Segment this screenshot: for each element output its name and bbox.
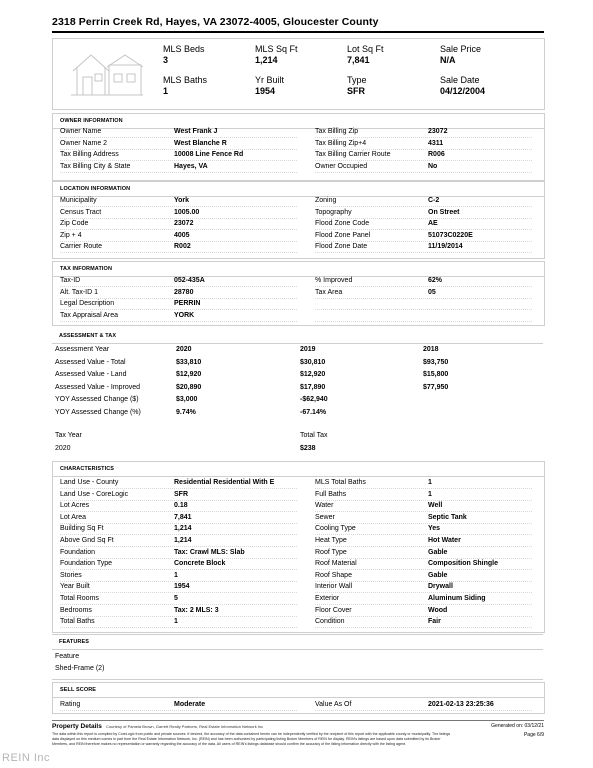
- summary-item: [440, 44, 481, 66]
- row-divider: [315, 510, 532, 512]
- field-label: Tax Billing Carrier Route: [315, 151, 391, 158]
- section-owner: [52, 113, 545, 181]
- field-value: York: [174, 197, 190, 204]
- field-value: 62%: [428, 277, 443, 284]
- summary-label: Type: [347, 75, 367, 85]
- summary-item: [347, 75, 367, 97]
- section-sell_score: [52, 682, 545, 714]
- field-value: 11/19/2014: [428, 243, 463, 250]
- field-value: 51073C0220E: [428, 231, 473, 239]
- summary-value: SFR: [347, 86, 365, 96]
- field-label: Owner Name: [60, 128, 102, 135]
- field-label: Lot Acres: [60, 502, 90, 510]
- summary-value: 1954: [255, 86, 276, 96]
- field-value: On Street: [428, 208, 460, 216]
- field-value: Gable: [428, 571, 448, 579]
- field-label: Tax Area: [315, 288, 343, 296]
- summary-value: 04/12/2004: [440, 86, 486, 96]
- field-label: Carrier Route: [60, 243, 103, 250]
- field-label: Water: [315, 502, 334, 510]
- field-value: $33,810: [176, 358, 202, 366]
- field-label: Tax-ID: [60, 277, 81, 284]
- field-label: Sewer: [315, 513, 335, 521]
- summary-label: MLS Beds: [163, 44, 205, 54]
- section-divider: [52, 649, 543, 650]
- field-label: Condition: [315, 618, 345, 626]
- field-value: West Blanche R: [174, 139, 227, 147]
- tax-year-value: 2020: [55, 445, 71, 452]
- field-value: 1954: [174, 583, 190, 591]
- field-value: 05: [428, 288, 436, 296]
- field-value: 1005.00: [174, 208, 200, 216]
- field-value: 9.74%: [176, 408, 196, 416]
- field-value: 4311: [428, 139, 444, 147]
- field-value: Hot Water: [428, 537, 461, 544]
- summary-item: [255, 44, 298, 66]
- field-value: Moderate: [174, 701, 206, 708]
- field-value: C-2: [428, 197, 440, 204]
- field-label: Roof Material: [315, 560, 357, 568]
- field-label: Assessed Value - Improved: [55, 383, 141, 391]
- field-value: PERRIN: [174, 300, 201, 307]
- footer-credit: Courtesy of Pamela Brown, Garrett Realty Partners, Real Estate Information Network Inc: [106, 724, 264, 729]
- field-label: Foundation: [60, 548, 96, 556]
- section-characteristics: [52, 461, 545, 633]
- section-heading: SELL SCORE: [60, 687, 97, 693]
- field-label: Municipality: [60, 197, 97, 204]
- field-value: 1: [174, 571, 178, 579]
- field-value: Drywall: [428, 583, 453, 591]
- field-value: 052-435A: [174, 277, 205, 284]
- field-label: Foundation Type: [60, 560, 113, 568]
- total-tax-label: Total Tax: [300, 432, 328, 439]
- field-label: % Improved: [315, 277, 353, 284]
- section-divider: [53, 697, 544, 698]
- field-value: Hayes, VA: [174, 162, 208, 170]
- field-label: Exterior: [315, 595, 340, 602]
- field-value: -$62,940: [300, 396, 328, 403]
- field-label: Zoning: [315, 197, 337, 204]
- section-assessment: [52, 329, 543, 457]
- field-label: Assessment Year: [55, 346, 110, 353]
- field-label: Above Gnd Sq Ft: [60, 537, 114, 544]
- row-divider: [315, 615, 532, 617]
- field-value: 10008 Line Fence Rd: [174, 151, 244, 158]
- field-value: $3,000: [176, 396, 198, 403]
- field-value: $30,810: [300, 358, 326, 366]
- row-divider: [315, 709, 532, 711]
- field-value: $12,920: [300, 371, 326, 378]
- summary-value: 1,214: [255, 55, 278, 65]
- field-label: MLS Total Baths: [315, 479, 366, 486]
- field-value: 1: [428, 479, 432, 486]
- page-title: 2318 Perrin Creek Rd, Hayes, VA 23072-4005, Gloucester County: [52, 16, 379, 28]
- field-label: Roof Shape: [315, 571, 352, 579]
- field-label: Year Built: [60, 583, 90, 591]
- summary-item: [440, 75, 485, 97]
- row-divider: [315, 171, 532, 173]
- page-number: Page 6/9: [523, 732, 544, 738]
- row-divider: [315, 308, 532, 310]
- field-value: AE: [428, 220, 438, 227]
- field-value: 1: [428, 490, 432, 498]
- field-value: 7,841: [174, 513, 192, 521]
- section-heading: TAX INFORMATION: [60, 266, 113, 272]
- section-divider: [53, 196, 544, 197]
- field-label: Tax Appraisal Area: [60, 311, 118, 319]
- summary-label: Yr Built: [255, 75, 285, 85]
- summary-item: [255, 75, 284, 97]
- field-label: Stories: [60, 571, 82, 579]
- field-label: Assessed Value - Total: [55, 358, 126, 366]
- field-value: Fair: [428, 618, 441, 626]
- footer-divider: [52, 720, 544, 721]
- field-value: $17,890: [300, 383, 326, 391]
- title-divider: [52, 31, 544, 33]
- field-value: 2019: [300, 346, 316, 353]
- field-value: 23072: [174, 220, 194, 227]
- feature-item: Shed-Frame (2): [55, 665, 105, 672]
- field-value: R006: [428, 151, 445, 158]
- row-divider: [315, 499, 532, 501]
- field-label: Floor Cover: [315, 606, 352, 614]
- field-value: 2018: [423, 346, 439, 353]
- summary-value: 1: [163, 86, 169, 96]
- feature-item: Feature: [55, 653, 80, 660]
- field-value: $77,950: [423, 383, 449, 391]
- field-label: Zip + 4: [60, 231, 82, 239]
- field-label: Alt. Tax-ID 1: [60, 288, 98, 296]
- field-value: R002: [174, 243, 191, 250]
- field-value: No: [428, 162, 438, 170]
- field-label: Total Rooms: [60, 595, 99, 602]
- section-heading: ASSESSMENT & TAX: [59, 333, 117, 339]
- summary-value: N/A: [440, 55, 456, 65]
- field-value: Tax: Crawl MLS: Slab: [174, 548, 245, 556]
- section-features: [52, 634, 543, 680]
- field-value: Septic Tank: [428, 513, 467, 521]
- field-value: SFR: [174, 490, 188, 498]
- field-label: Land Use - CoreLogic: [60, 490, 129, 498]
- field-value: $93,750: [423, 358, 449, 366]
- field-label: Rating: [60, 701, 81, 708]
- field-label: Total Baths: [60, 618, 95, 626]
- section-divider: [53, 276, 544, 277]
- summary-label: Sale Date: [440, 75, 480, 85]
- section-heading: FEATURES: [59, 639, 90, 645]
- field-value: Wood: [428, 606, 448, 614]
- row-divider: [315, 251, 532, 253]
- section-divider: [52, 343, 543, 344]
- summary-label: MLS Baths: [163, 75, 208, 85]
- field-label: Flood Zone Date: [315, 243, 368, 250]
- row-divider: [60, 171, 297, 173]
- field-value: Tax: 2 MLS: 3: [174, 606, 219, 614]
- field-label: Topography: [315, 208, 352, 216]
- field-label: Bedrooms: [60, 606, 92, 614]
- field-label: Owner Name 2: [60, 139, 108, 147]
- field-label: Census Tract: [60, 208, 102, 216]
- field-value: 28780: [174, 288, 194, 296]
- field-value: Concrete Block: [174, 560, 226, 568]
- field-label: Building Sq Ft: [60, 525, 104, 533]
- row-divider: [315, 533, 532, 535]
- section-divider: [53, 128, 544, 129]
- section-heading: OWNER INFORMATION: [60, 118, 123, 124]
- row-divider: [315, 297, 532, 299]
- field-value: $20,890: [176, 383, 202, 391]
- summary-label: MLS Sq Ft: [255, 44, 298, 54]
- field-value: West Frank J: [174, 128, 218, 135]
- field-label: YOY Assessed Change ($): [55, 396, 139, 403]
- field-label: Tax Billing Zip+4: [315, 139, 367, 147]
- field-value: Aluminum Siding: [428, 595, 486, 602]
- row-divider: [60, 251, 297, 253]
- field-value: 1,214: [174, 537, 192, 544]
- field-value: $12,920: [176, 371, 202, 378]
- field-value: 4005: [174, 231, 190, 239]
- section-tax: [52, 261, 545, 326]
- field-label: Interior Wall: [315, 583, 353, 591]
- field-label: Heat Type: [315, 537, 347, 544]
- field-label: Full Baths: [315, 490, 347, 498]
- field-value: 5: [174, 595, 178, 602]
- field-value: $15,800: [423, 371, 449, 378]
- row-divider: [60, 709, 297, 711]
- field-label: Flood Zone Code: [315, 220, 370, 227]
- summary-value: 7,841: [347, 55, 370, 65]
- row-divider: [60, 568, 297, 570]
- field-label: Tax Billing City & State: [60, 162, 131, 170]
- field-value: Yes: [428, 525, 441, 533]
- row-divider: [60, 615, 297, 617]
- watermark: REIN Inc: [2, 752, 51, 764]
- field-value: 0.18: [174, 502, 188, 510]
- section-location: [52, 181, 545, 259]
- summary-item: [163, 44, 205, 66]
- summary-item: [163, 75, 207, 97]
- field-label: Zip Code: [60, 220, 89, 227]
- house-sketch-icon: [69, 49, 145, 99]
- row-divider: [60, 320, 297, 322]
- footer-title: Property Details: [52, 723, 102, 730]
- tax-year-label: Tax Year: [55, 432, 82, 439]
- field-label: Cooling Type: [315, 525, 356, 533]
- row-divider: [315, 626, 532, 628]
- section-heading: LOCATION INFORMATION: [60, 186, 131, 192]
- field-label: Lot Area: [60, 513, 87, 521]
- total-tax-value: $238: [300, 445, 316, 452]
- section-heading: CHARACTERISTICS: [60, 466, 115, 472]
- field-label: Flood Zone Panel: [315, 231, 371, 239]
- row-divider: [60, 626, 297, 628]
- field-label: Tax Billing Zip: [315, 128, 359, 135]
- field-value: Composition Shingle: [428, 560, 498, 568]
- generated-date: Generated on: 03/12/21: [491, 723, 544, 729]
- field-label: Land Use - County: [60, 479, 119, 486]
- field-value: 1: [174, 618, 178, 626]
- row-divider: [315, 545, 532, 547]
- row-divider: [315, 591, 532, 593]
- field-label: YOY Assessed Change (%): [55, 408, 141, 416]
- field-value: 2020: [176, 346, 192, 353]
- field-label: Roof Type: [315, 548, 347, 556]
- field-value: 2021-02-13 23:25:36: [428, 701, 494, 708]
- field-value: -67.14%: [300, 408, 327, 416]
- row-divider: [315, 320, 532, 322]
- field-label: Value As Of: [315, 701, 352, 708]
- field-value: YORK: [174, 311, 195, 319]
- field-value: 1,214: [174, 525, 192, 533]
- summary-label: Sale Price: [440, 44, 482, 54]
- field-value: Residential Residential With E: [174, 479, 275, 486]
- field-value: 23072: [428, 128, 448, 135]
- summary-value: 3: [163, 55, 169, 65]
- field-label: Owner Occupied: [315, 162, 368, 170]
- field-label: Tax Billing Address: [60, 151, 119, 158]
- footer-disclaimer: The data within this report is compiled by CoreLogic from public and private sources. If desired, the accuracy of the data contained herein can be independently verified by the recipient of this report with the applicable county or municipality. The listings data displayed on this medium comes in part from the Real Estate Information Network, Inc. (REIN) and has been authorized by participating listing Broker Members of REIN for display. REIN's listings are based upon data submitted by its Broker Members, and REIN therefore makes no representation or warranty regarding the accuracy of the data. All users of REIN's listings database should confirm the accuracy of the listing information directly with the listing agent.: [52, 732, 451, 746]
- summary-label: Lot Sq Ft: [347, 44, 384, 54]
- field-value: Gable: [428, 548, 448, 556]
- row-divider: [315, 285, 532, 287]
- summary-item: [347, 44, 384, 66]
- field-label: Legal Description: [60, 300, 115, 307]
- field-value: Well: [428, 502, 443, 510]
- row-divider: [315, 487, 532, 489]
- field-label: Assessed Value - Land: [55, 371, 127, 378]
- section-divider: [53, 476, 544, 477]
